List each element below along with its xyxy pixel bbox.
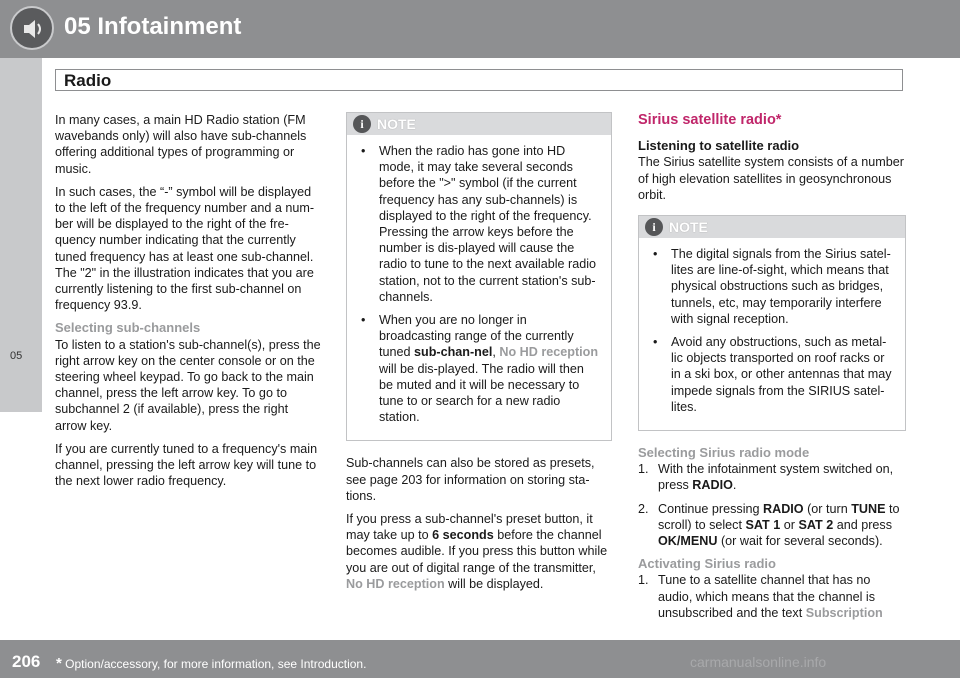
text: , [492,345,500,360]
note-bullet: • The digital signals from the Sirius satel-lites are line-of-sight, which means that physical obstructions such as bridges, tunnels, etc, may temporarily interfere with signal reception. [651,246,895,327]
note-bullet [359,312,601,425]
paragraph: In such cases, the “-” symbol will be displayed to the left of the frequency number and a num-ber will be displayed to the right of the fre-quency number indicating that the currently tuned frequency has at least one sub-channel. The "2" in the illustration indicates that you are currently listening to the first sub-channel on frequency 93.9. [55,184,315,313]
note-header [639,216,905,238]
paragraph: If you are currently tuned to a frequency's main channel, pressing the left arrow key will tune to the next lower radio frequency. [55,441,318,489]
text: will be dis-played. The radio will then be muted and it will be necessary to tune to or search for a new radio station. [379,361,584,425]
footnote-star: * [56,655,62,672]
page-number: 206 [12,652,41,671]
text: . [732,478,737,493]
bold-text: TUNE [851,501,886,516]
footer-text: Option/accessory, for more information, see Introduction. [61,657,367,671]
paragraph: In many cases, a main HD Radio station (FM wavebands only) will also have sub-channels offering additional types of programming or music. [55,113,307,176]
bold-text: SAT 1 [745,517,781,532]
paragraph: To listen to a station's sub-channel(s), press the right arrow key on the center console or on the steering wheel keypad. To go back to the main channel, press the left arrow key. To go to subchannel 2 (if available), press the right arrow key. [55,337,321,433]
side-tab [0,58,42,412]
paragraph [346,511,612,592]
step [638,461,906,493]
text: When you are no longer in broadcasting range of the currently tuned [379,313,574,360]
display-text: Subscription [805,605,883,620]
section-bar [55,69,903,91]
chapter-title: 05 Infotainment [64,13,242,40]
heading-selecting-sub-channels: Selecting sub-channels [55,320,201,336]
step-number: 1. [638,573,649,588]
info-icon: i [353,115,371,133]
speaker-icon [10,6,54,50]
bold-text: sub-chan-nel [414,345,493,360]
text: With the infotainment system switched on, press [658,462,894,493]
note-label: NOTE [377,116,416,132]
display-text: No HD reception [499,345,599,360]
heading-selecting-mode: Selecting Sirius radio mode [638,445,810,461]
bold-text: RADIO [763,501,804,516]
step [638,501,906,550]
step-number: 2. [638,501,649,516]
paragraph: Sub-channels can also be stored as presets, see page 203 for information on storing sta-tions. [346,456,595,503]
side-tab-number: 05 [10,350,23,362]
note-label: NOTE [669,219,708,236]
note-header [347,113,611,135]
step [638,572,906,621]
bold-text: RADIO [692,478,733,493]
step-number: 1. [638,462,649,477]
text: If you press a sub-channel's preset button, it may take up to [346,512,593,543]
heading-listening: Listening to satellite radio [638,138,800,154]
column-3 [638,112,906,628]
note-box [638,215,906,431]
note-box [346,112,612,441]
column-1 [55,112,323,496]
bold-text: SAT 2 [798,517,834,532]
heading-sirius: Sirius satellite radio* [638,112,782,128]
text: (or turn [803,501,852,516]
text: Tune to a satellite channel that has no audio, which means that the channel is unsubscribed and the text [658,573,876,620]
bold-text: 6 seconds [432,528,494,543]
note-bullet: • When the radio has gone into HD mode, it may take several seconds before the ">" symbol (if the current frequency has any sub-channels) is displayed to the right of the frequency. Pressing the arrow keys before the number is dis-played will cause the radio to tune to the next available radio station, not to the current station's sub-channels. [359,143,601,305]
bold-text: OK/MENU [658,534,718,549]
footer-note [56,655,366,672]
text: (or wait for several seconds). [717,534,883,549]
info-icon: i [645,218,663,236]
paragraph: The Sirius satellite system consists of a number of high elevation satellites in geosynchronous orbit. [638,155,904,202]
chapter-header [0,0,960,58]
note-bullet: • Avoid any obstructions, such as metal-lic objects transported on roof racks or in a ski box, or other antennas that may impede signals from the SIRIUS satel-lites. [651,334,895,415]
text: before the channel becomes audible. If you press this button while you are out of digital range of the transmitter, [346,528,608,575]
text: or [780,517,799,532]
section-title: Radio [64,71,112,90]
display-text: No HD reception [346,576,445,591]
heading-activating: Activating Sirius radio [638,556,776,572]
text: Continue pressing [658,501,764,516]
column-2 [346,112,612,599]
text: to scroll) to select [658,501,900,532]
text: and press [833,517,893,532]
text: will be displayed. [444,576,544,591]
watermark: carmanualsonline.info [690,654,827,670]
